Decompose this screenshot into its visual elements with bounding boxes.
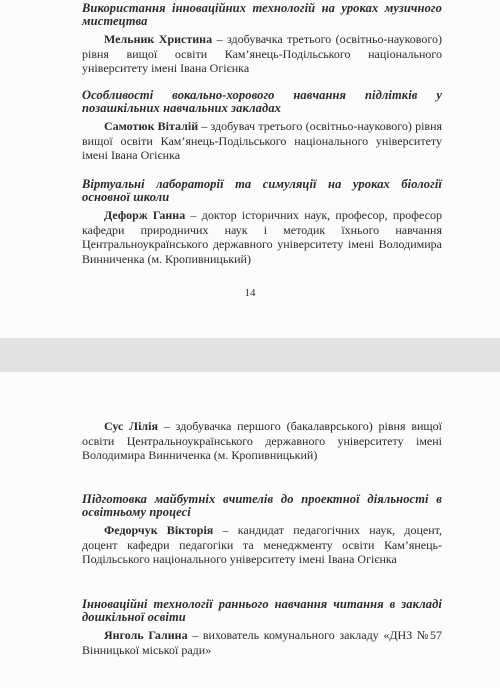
entry-body [82,628,442,657]
author-desc: – здобувач третього (освітньо-наукового) рівня вищої освіти Кам’янець-Подільського національного університету імені Івана Огієнка [82,119,443,162]
page-number: 14 [244,287,256,299]
entry-fedorchuk [82,493,442,567]
author-desc: – вихователь комунального закладу «ДНЗ №57 Вінницької міської ради» [82,628,442,657]
entry-title: Особливості вокально-хорового навчання підлітків у позашкільних навчальних закладах [82,88,442,115]
page-gap [0,338,500,372]
entry-title: Віртуальні лабораторії та симуляції на уроках біології основної школи [82,177,442,204]
entry-deforzh [82,178,442,266]
author-desc: – кандидат педагогічних наук, доцент, доцент кафедри педагогіки та менеджменту освіти Кам’янець-Подільського національного університету імені Івана Огієнка [82,523,443,566]
entry-title: Інноваційні технології раннього навчання читання в закладі дошкільної освіти [82,597,442,624]
author-desc: – здобувачка першого (бакалаврського) рівня вищої освіти Центральноукраїнського державного університету імені Володимира Винниченка (м. Кропивницький) [82,419,442,462]
author-name: Сус Лілія [104,419,158,433]
entry-body [82,119,442,163]
entry-yanhol [82,598,442,657]
entry-title: Підготовка майбутніх вчителів до проектної діяльності в освітньому процесі [82,492,442,519]
entry-body [82,419,442,463]
author-name: Мельник Христина [104,32,213,46]
entry-melnyk [82,2,442,76]
entry-sus [82,419,442,463]
author-name: Янголь Галина [104,628,188,642]
entry-body [82,523,442,567]
entry-body [82,208,442,266]
author-name: Федорчук Вікторія [104,523,214,537]
entry-body [82,32,442,76]
author-desc: – здобувачка третього (освітньо-наукового) рівня вищої освіти Кам’янець-Подільського національного університету імені Івана Огієнка [82,32,442,75]
author-desc: – доктор історичних наук, професор, професор кафедри природничих наук і методик їхнього навчання Центральноукраїнського державного університету імені Володимира Винниченка (м. Кропивницький) [82,208,442,266]
author-name: Самотюк Віталій [104,119,199,133]
entry-samotiuk [82,89,442,163]
author-name: Дефорж Ганна [104,208,186,222]
entry-title: Використання інноваційних технологій на уроках музичного мистецтва [82,1,442,28]
